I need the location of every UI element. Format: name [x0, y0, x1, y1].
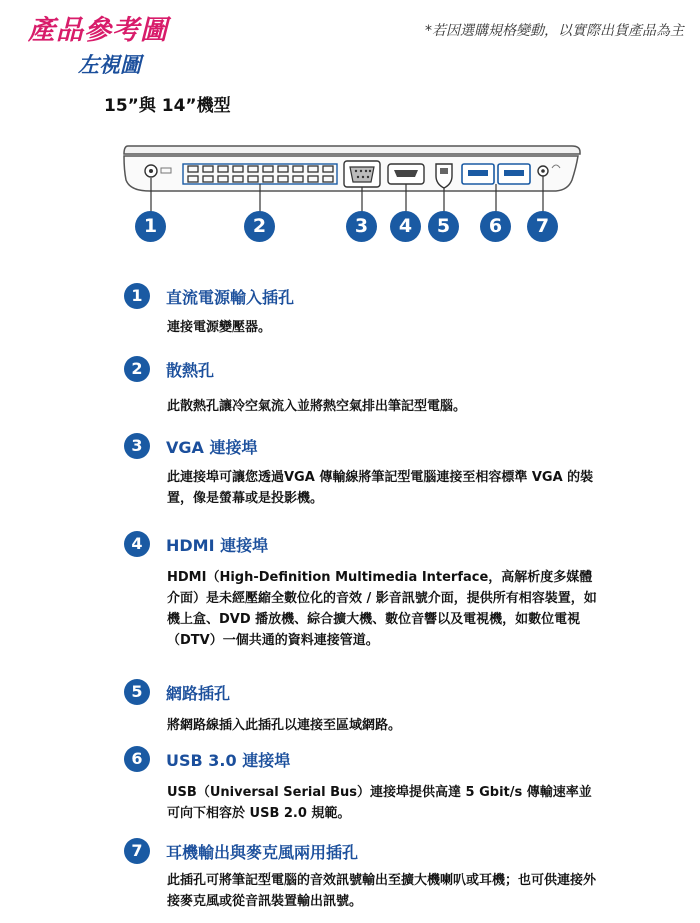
- item-title: USB 3.0 連接埠: [166, 750, 291, 770]
- item-description: 將網路線插入此插孔以連接至區域網路。: [167, 718, 402, 733]
- item-description: HDMI（High-Definition Multimedia Interface，高解析度多媒體介面）是未經壓縮全數位化的音效 / 影音訊號介面，提供所有相容裝置，如機上盒、DVD 播放機、綜合擴大機、數位音響以及電視機，如數位電視（DTV）一個共通的資料連接管道。: [167, 570, 597, 648]
- port-item: [124, 356, 614, 417]
- item-description: 此插孔可將筆記型電腦的音效訊號輸出至擴大機喇叭或耳機；也可供連接外接麥克風或從音訊裝置輸出訊號。: [167, 873, 597, 909]
- item-description: 連接電源變壓器。: [167, 320, 272, 335]
- vga-port-icon: [344, 161, 380, 187]
- item-number-badge: 4: [124, 531, 150, 557]
- port-item: [124, 679, 614, 736]
- item-number-badge: 2: [124, 356, 150, 382]
- lan-port-icon: [436, 164, 452, 188]
- model-title: 15”與 14”機型: [104, 96, 231, 116]
- port-item: [124, 531, 614, 651]
- item-number-badge: 1: [124, 283, 150, 309]
- item-title: 散熱孔: [166, 360, 215, 380]
- port-item: [124, 433, 614, 509]
- port-callout-3: 3: [346, 211, 377, 242]
- spec-disclaimer: *若因選購規格變動，以實際出貨產品為主: [425, 23, 684, 39]
- port-callout-5: 5: [428, 211, 459, 242]
- port-item: [124, 283, 614, 338]
- item-title: 網路插孔: [166, 683, 231, 703]
- item-number-badge: 6: [124, 746, 150, 772]
- page-title: 產品參考圖: [28, 15, 168, 46]
- item-number-badge: 3: [124, 433, 150, 459]
- port-callout-1: 1: [135, 211, 166, 242]
- item-description: 此連接埠可讓您透過VGA 傳輸線將筆記型電腦連接至相容標準 VGA 的裝置，像是螢幕或是投影機。: [167, 470, 594, 506]
- item-title: HDMI 連接埠: [166, 535, 269, 555]
- port-callout-6: 6: [480, 211, 511, 242]
- section-title: 左視圖: [78, 53, 141, 77]
- item-number-badge: 5: [124, 679, 150, 705]
- port-callout-7: 7: [527, 211, 558, 242]
- port-item: [124, 746, 614, 824]
- port-item: [124, 838, 614, 912]
- port-callout-4: 4: [390, 211, 421, 242]
- hdmi-port-icon: [388, 164, 424, 184]
- item-number-badge: 7: [124, 838, 150, 864]
- item-description: 此散熱孔讓冷空氣流入並將熱空氣排出筆記型電腦。: [167, 399, 467, 414]
- item-title: 耳機輸出與麥克風兩用插孔: [166, 842, 359, 862]
- usb-port-icon: [498, 164, 530, 184]
- usb-port-icon: [462, 164, 494, 184]
- port-callout-2: 2: [244, 211, 275, 242]
- item-title: VGA 連接埠: [166, 437, 258, 457]
- item-description: USB（Universal Serial Bus）連接埠提供高達 5 Gbit/s 傳輸速率並可向下相容於 USB 2.0 規範。: [167, 785, 592, 821]
- item-title: 直流電源輸入插孔: [166, 287, 295, 307]
